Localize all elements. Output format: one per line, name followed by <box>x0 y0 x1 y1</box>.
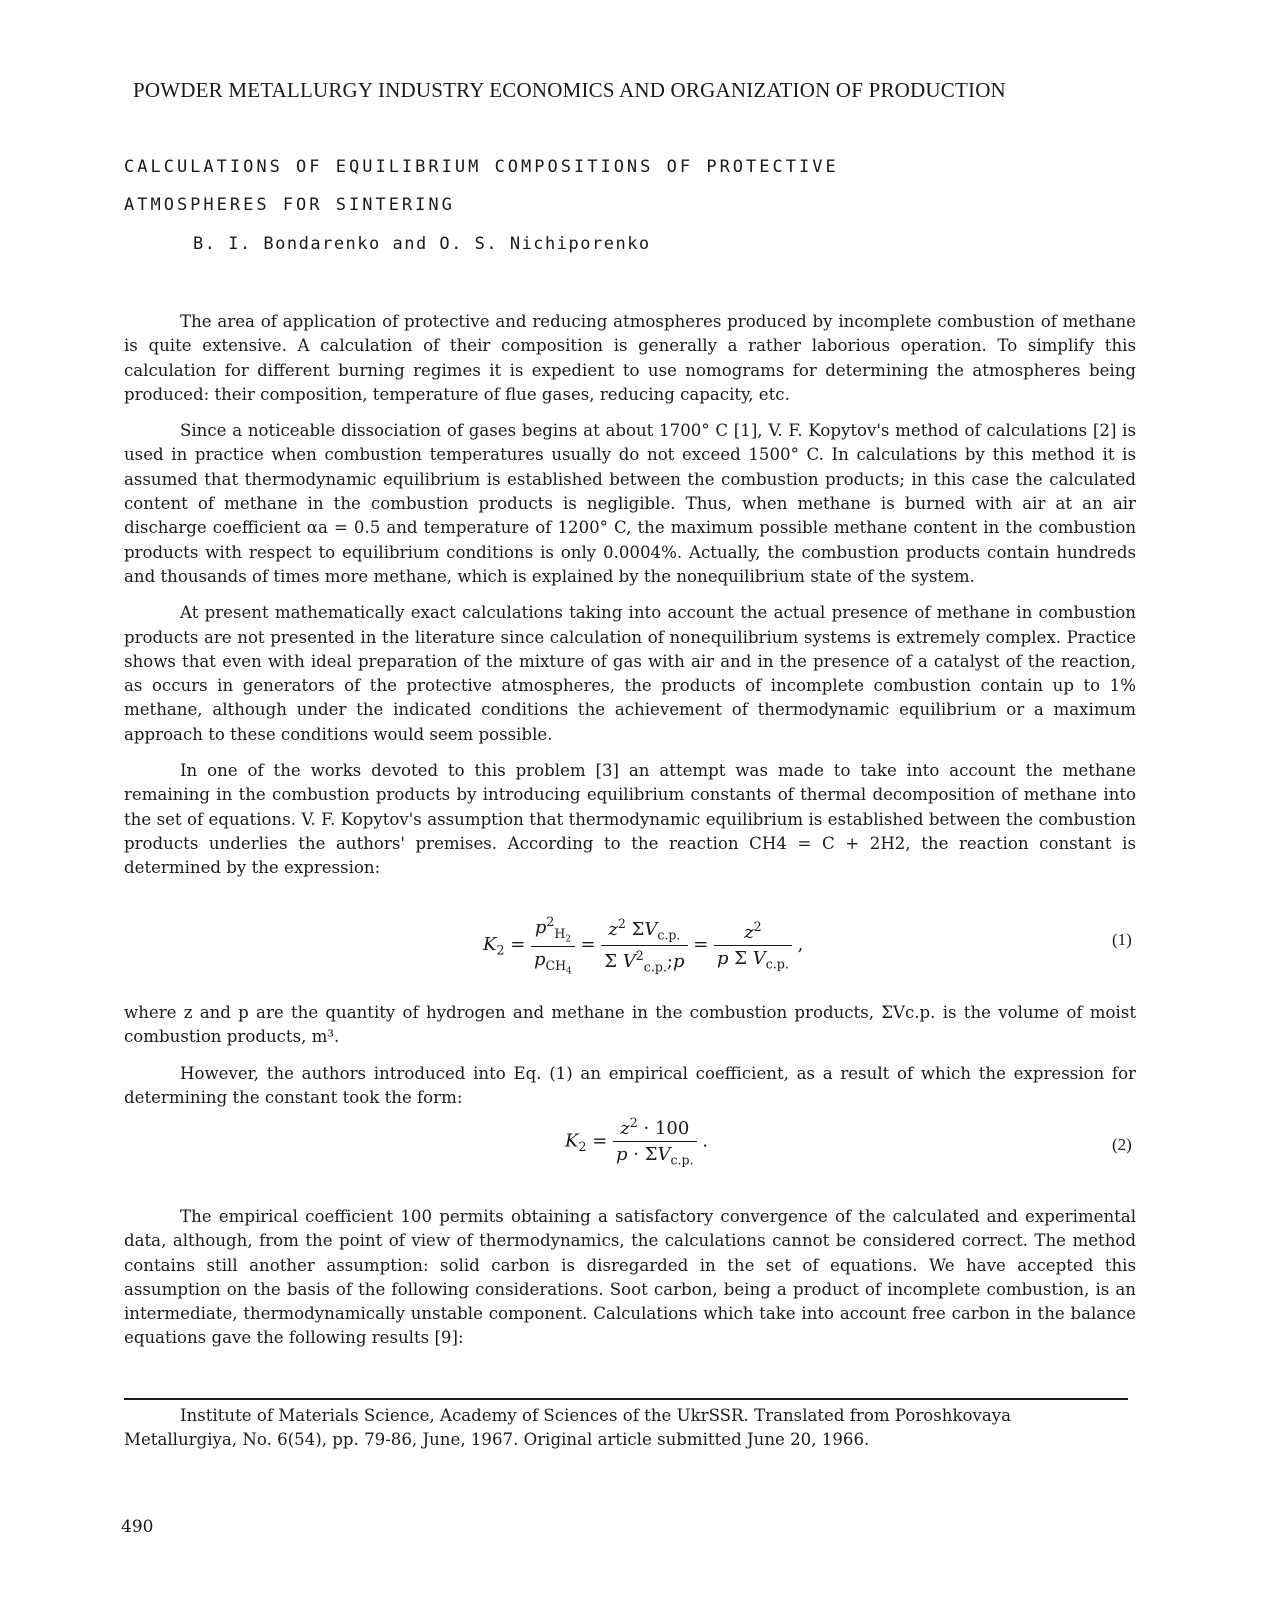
authors: B. I. Bondarenko and O. S. Nichiporenko <box>193 234 651 254</box>
footnote-divider <box>124 1398 1128 1400</box>
title-line-2: ATMOSPHERES FOR SINTERING <box>124 195 455 215</box>
page-number: 490 <box>121 1517 154 1537</box>
equation-1-body: $K_2$ = $\frac{p^2_{H_2}}{p_{CH_4}}$ = $\frac{z^2 \Sigma V_{c.p.}}{\Sigma V^2_{c.p.};p}$ = $\frac{z^2}{p \Sigma V_{c.p.}}$ , <box>483 914 804 977</box>
equation-2-body: $K_2$ = $\frac{z^2 \cdot 100}{p \cdot \Sigma V_{c.p.}}$ . <box>565 1115 709 1168</box>
article-title <box>124 148 1124 224</box>
body-block-middle <box>124 1001 1136 1122</box>
body-block-end <box>124 1205 1136 1363</box>
paragraph: However, the authors introduced into Eq. (1) an empirical coefficient, as a result of which the expression for determining the constant took the form: <box>124 1063 1136 1107</box>
section-header: POWDER METALLURGY INDUSTRY ECONOMICS AND ORGANIZATION OF PRODUCTION <box>133 78 1006 102</box>
paragraph: At present mathematically exact calculations taking into account the actual presence of methane in combustion products are not presented in the literature since calculation of nonequilibrium systems is extremely complex. Practice shows that even with ideal preparation of the mixture of gas with air and in the presence of a catalyst of the reaction, as occurs in generators of the protective atmospheres, the products of incomplete combustion contain up to 1% methane, although under the indicated conditions the achievement of thermodynamic equilibrium or a maximum approach to these conditions would seem possible. <box>124 603 1136 744</box>
paragraph: The area of application of protective and reducing atmospheres produced by incomplete combustion of methane is quite extensive. A calculation of their composition is generally a rather laborious operation. To simplify this calculation for different burning regimes it is expedient to use nomograms for determining the atmospheres being produced: their composition, temperature of flue gases, reducing capacity, etc. <box>124 312 1136 404</box>
footnote-text: Institute of Materials Science, Academy of Sciences of the UkrSSR. Translated from Poroshkovaya Metallurgiya, No. 6(54), pp. 79-86, June, 1967. Original article submitted June 20, 1966. <box>124 1406 1012 1449</box>
equation-2 <box>0 1115 1261 1175</box>
paragraph: where z and p are the quantity of hydrogen and methane in the combustion products, ΣVc.p. is the volume of moist combustion products, m³. <box>124 1003 1136 1047</box>
title-line-1: CALCULATIONS OF EQUILIBRIUM COMPOSITIONS OF PROTECTIVE <box>124 157 839 177</box>
equation-1 <box>0 910 1261 985</box>
body-block-intro <box>124 310 1136 893</box>
equation-1-number: (1) <box>1112 930 1132 949</box>
paragraph: Since a noticeable dissociation of gases begins at about 1700° C [1], V. F. Kopytov's method of calculations [2] is used in practice when combustion temperatures usually do not exceed 1500° C. In calculations by this method it is assumed that thermodynamic equilibrium is established between the combustion products; in this case the calculated content of methane in the combustion products is negligible. Thus, when methane is burned with air at an air discharge coefficient αa = 0.5 and temperature of 1200° C, the maximum possible methane content in the combustion products with respect to equilibrium conditions is only 0.0004%. Actually, the combustion products contain hundreds and thousands of times more methane, which is explained by the nonequilibrium state of the system. <box>124 421 1136 586</box>
footnote <box>124 1404 1128 1452</box>
paragraph: In one of the works devoted to this problem [3] an attempt was made to take into account the methane remaining in the combustion products by introducing equilibrium constants of thermal decomposition of methane into the set of equations. V. F. Kopytov's assumption that thermodynamic equilibrium is established between the combustion products underlies the authors' premises. According to the reaction CH4 = C + 2H2, the reaction constant is determined by the expression: <box>124 761 1136 878</box>
paragraph: The empirical coefficient 100 permits obtaining a satisfactory convergence of the calculated and experimental data, although, from the point of view of thermodynamics, the calculations cannot be considered correct. The method contains still another assumption: solid carbon is disregarded in the set of equations. We have accepted this assumption on the basis of the following considerations. Soot carbon, being a product of incomplete combustion, is an intermediate, thermodynamically unstable component. Calculations which take into account free carbon in the balance equations gave the following results [9]: <box>124 1207 1136 1348</box>
equation-2-number: (2) <box>1112 1135 1132 1154</box>
